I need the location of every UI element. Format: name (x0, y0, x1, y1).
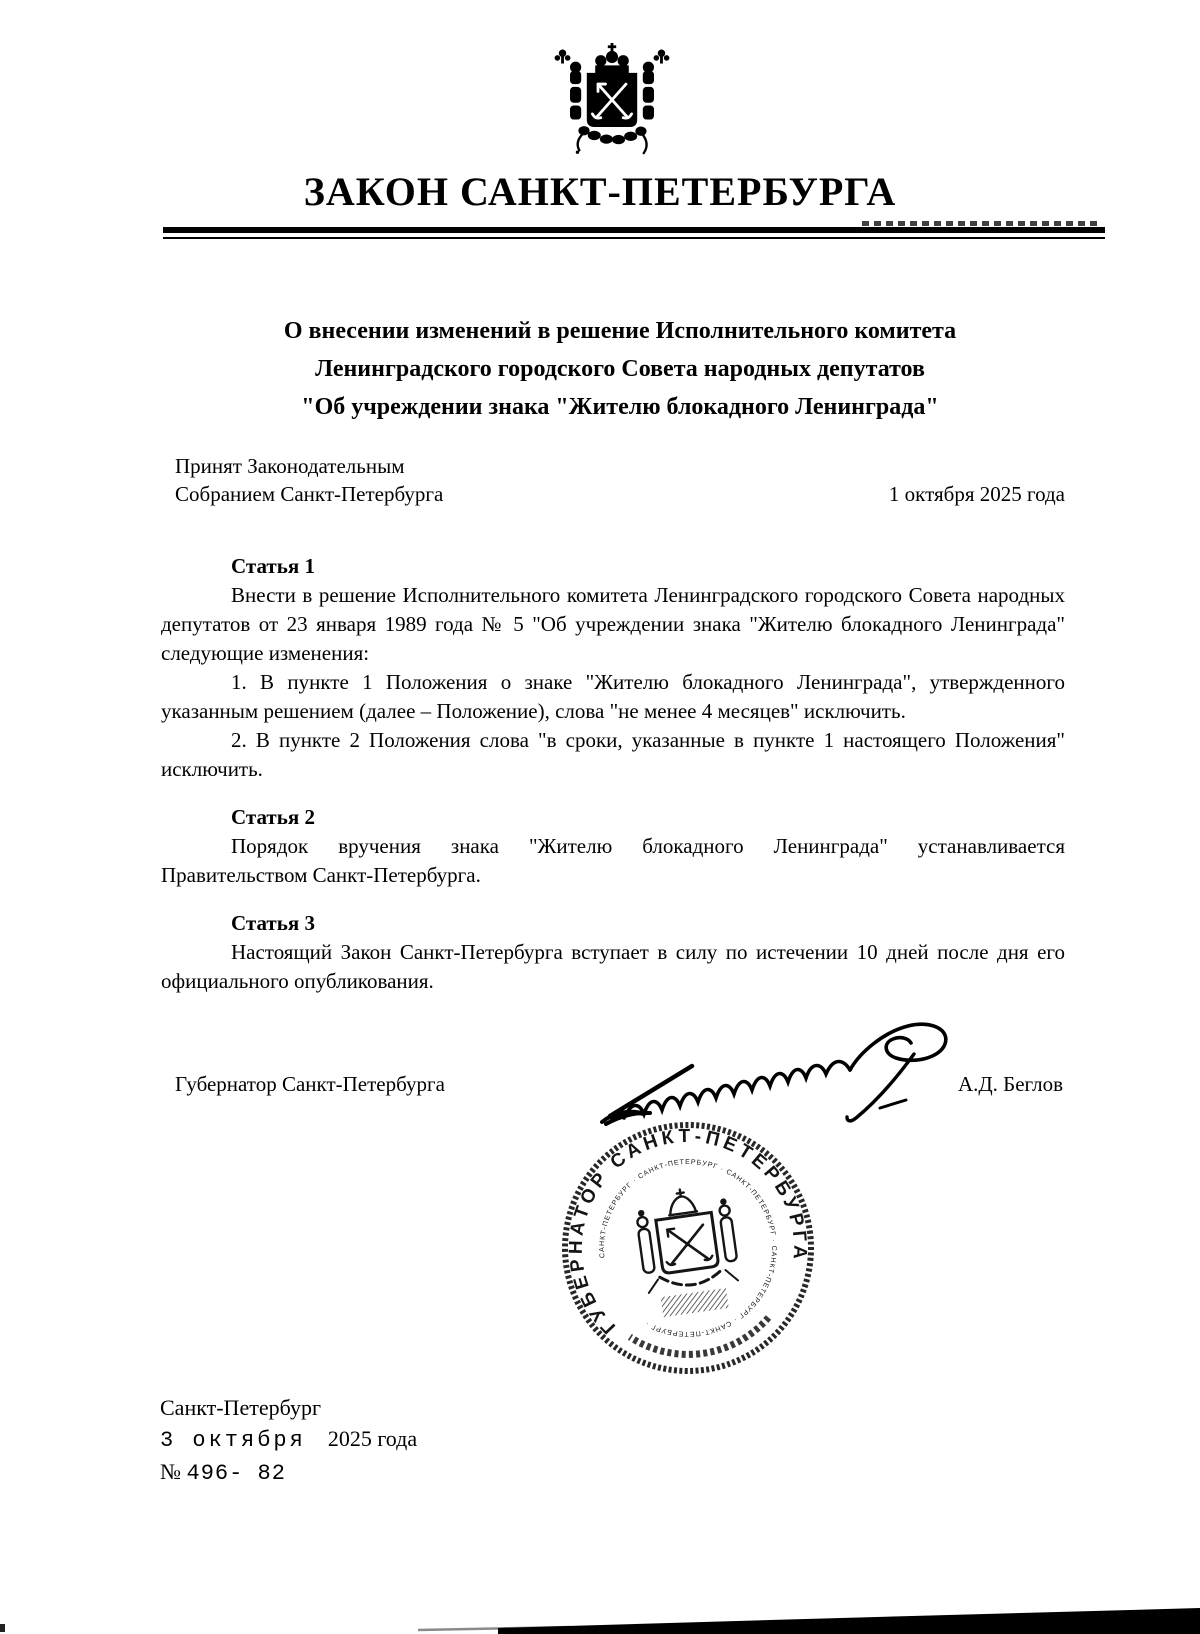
document-title-line-3: "Об учреждении знака "Жителю блокадного Ленинграда" (301, 394, 939, 420)
law-title: ЗАКОН САНКТ-ПЕТЕРБУРГА (303, 169, 897, 214)
article-1-paragraph-2: 1. В пункте 1 Положения о знаке "Жителю блокадного Ленинграда", утвержденного указанным решением (далее – Положение), слова "не менее 4 месяцев" исключить. (161, 670, 1065, 723)
seal-coat-of-arms (633, 1183, 743, 1319)
adoption-line-1: Принят Законодательным (175, 454, 405, 478)
footer-city: Санкт-Петербург (160, 1395, 321, 1420)
scan-artifact-bottom (0, 1600, 1200, 1634)
document-title-line-2: Ленинградского городского Совета народных депутатов (315, 356, 925, 382)
signature-name: А.Д. Беглов (957, 1072, 1063, 1096)
article-2-paragraph-1: Порядок вручения знака "Жителю блокадного Ленинграда" устанавливается Правительством Санкт-Петербурга. (161, 834, 1065, 887)
document-title (150, 312, 1090, 426)
article-1-paragraph-1: Внести в решение Исполнительного комитета Ленинградского городского Совета народных депутатов от 23 января 1989 года № 5 "Об учреждении знака "Жителю блокадного Ленинграда" следующие изменения: (161, 583, 1065, 665)
article-2-heading: Статья 2 (231, 805, 315, 829)
article-1-paragraph-3: 2. В пункте 2 Положения слова "в сроки, указанные в пункте 1 настоящего Положения" исключить. (161, 728, 1065, 781)
adoption-line-2: Собранием Санкт-Петербурга (175, 482, 444, 506)
footer-number-sign: № (160, 1459, 187, 1484)
seal-ring-text: ГУБЕРНАТОР САНКТ-ПЕТЕРБУРГА (565, 1125, 811, 1338)
footer-number-value: 496- 82 (186, 1461, 286, 1486)
article-2 (161, 803, 1065, 890)
adoption-date: 1 октября 2025 года (888, 482, 1065, 506)
signature-icon (596, 1012, 976, 1132)
footer-number (160, 1456, 417, 1489)
rule-noise-artifact (862, 221, 1100, 226)
article-1 (161, 552, 1065, 784)
article-3-heading: Статья 3 (231, 911, 315, 935)
adoption-block (175, 452, 1065, 508)
footer-date (160, 1423, 417, 1456)
footer-date-year: 2025 года (327, 1426, 418, 1451)
double-rule-thick (163, 227, 1105, 233)
law-body (161, 552, 1065, 996)
signature-post-label: Губернатор Санкт-Петербурга (175, 1072, 445, 1096)
article-3-paragraph-1: Настоящий Закон Санкт-Петербурга вступает в силу по истечении 10 дней после дня его официального опубликования. (161, 940, 1065, 993)
footer-block (160, 1392, 417, 1489)
spb-coat-of-arms-icon (542, 40, 682, 172)
svg-text:САНКТ-ПЕТЕРБУРГ · САНКТ-ПЕТЕРБ (587, 1147, 788, 1348)
article-3 (161, 909, 1065, 996)
governor-seal-icon (536, 1096, 841, 1401)
double-rule-thin (163, 237, 1105, 239)
article-1-heading: Статья 1 (231, 554, 315, 578)
footer-date-day-month: 3 октября (160, 1428, 306, 1453)
document-title-line-1: О внесении изменений в решение Исполнительного комитета (283, 318, 957, 344)
seal-inner-ring-text: САНКТ-ПЕТЕРБУРГ · САНКТ-ПЕТЕРБУРГ · САНКТ-ПЕТЕРБУРГ · САНКТ-ПЕТЕРБУРГ · САНКТ-ПЕТЕРБУРГ · (598, 1158, 778, 1338)
